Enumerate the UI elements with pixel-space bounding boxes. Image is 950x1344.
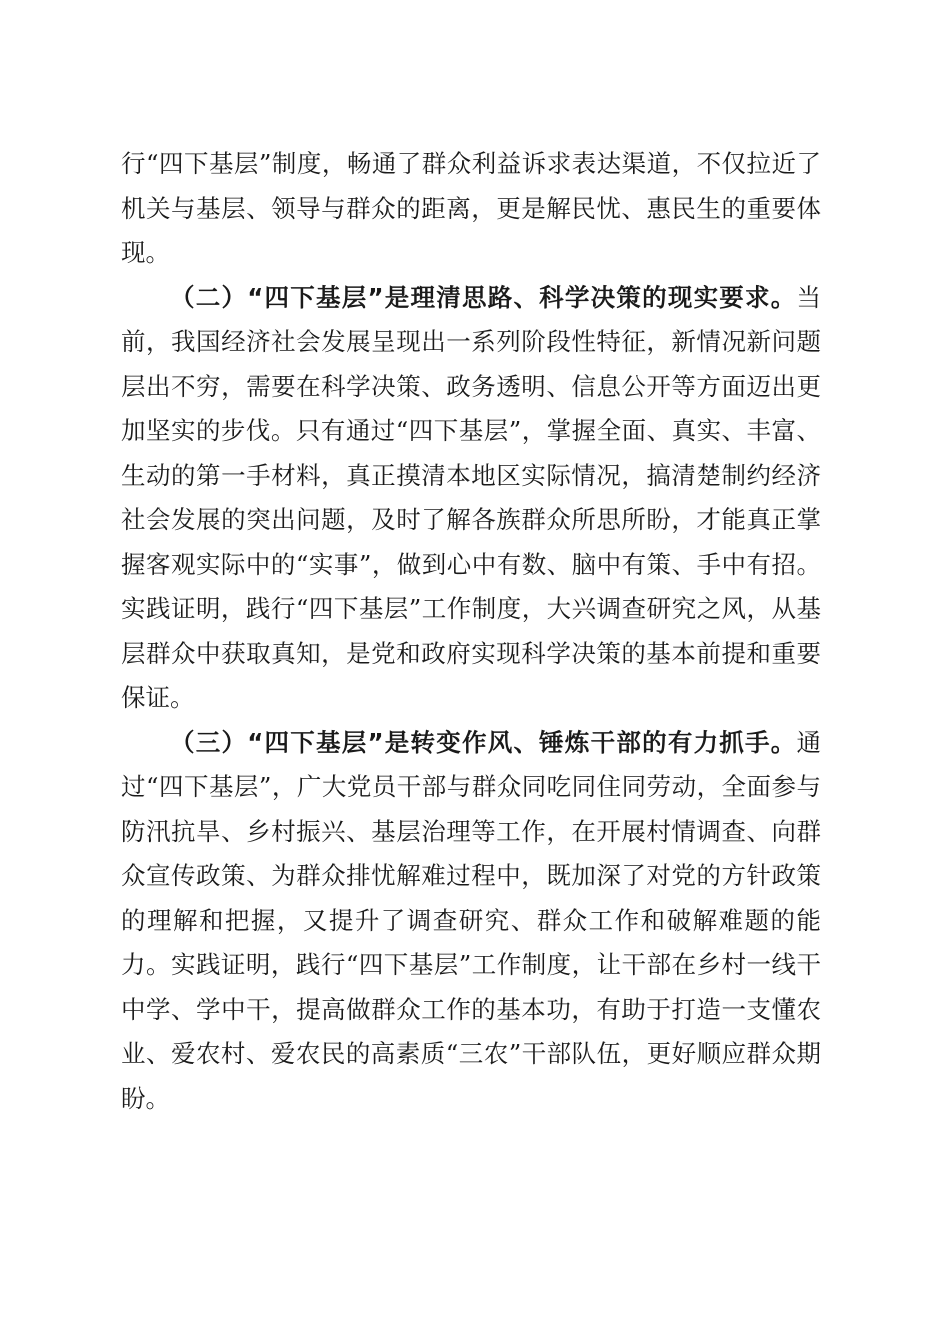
document-body [121, 142, 821, 1121]
paragraph-section-3 [121, 721, 821, 1122]
section-heading-2: （二）“四下基层”是理清思路、科学决策的现实要求。 [170, 282, 797, 312]
paragraph-text: 当前，我国经济社会发展呈现出一系列阶段性特征，新情况新问题层出不穷，需要在科学决策、政务透明、信息公开等方面迈出更加坚实的步伐。只有通过“四下基层”，掌握全面、真实、丰富、生动的第一手材料，真正摸清本地区实际情况，搞清楚制约经济社会发展的突出问题，及时了解各族群众所思所盼，才能真正掌握客观实际中的“实事”，做到心中有数、脑中有策、手中有招。实践证明，践行“四下基层”工作制度，大兴调查研究之风，从基层群众中获取真知，是党和政府实现科学决策的基本前提和重要保证。 [121, 282, 821, 712]
section-heading-3: （三）“四下基层”是转变作风、锤炼干部的有力抓手。 [170, 727, 797, 757]
paragraph-section-2 [121, 276, 821, 721]
paragraph-continuation [121, 142, 821, 276]
paragraph-text: 行“四下基层”制度，畅通了群众利益诉求表达渠道，不仅拉近了机关与基层、领导与群众的距离，更是解民忧、惠民生的重要体现。 [121, 149, 821, 267]
paragraph-text: 通过“四下基层”，广大党员干部与群众同吃同住同劳动，全面参与防汛抗旱、乡村振兴、基层治理等工作，在开展村情调查、向群众宣传政策、为群众排忧解难过程中，既加深了对党的方针政策的理解和把握，又提升了调查研究、群众工作和破解难题的能力。实践证明，践行“四下基层”工作制度，让干部在乡村一线干中学、学中干，提高做群众工作的基本功，有助于打造一支懂农业、爱农村、爱农民的高素质“三农”干部队伍，更好顺应群众期盼。 [121, 727, 821, 1113]
